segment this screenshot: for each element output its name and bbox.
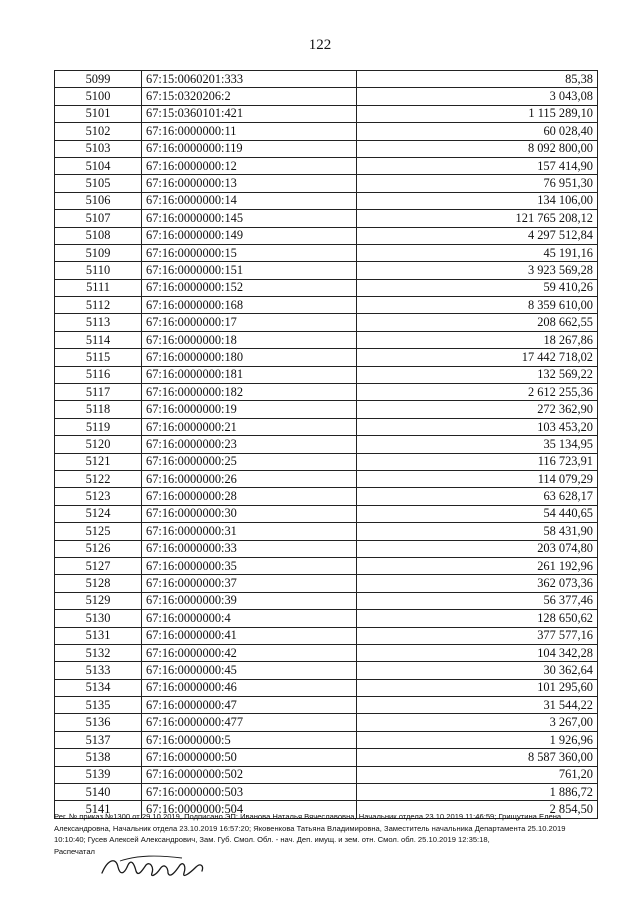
cadastral-number: 67:16:0000000:39 <box>142 592 357 609</box>
row-number: 5104 <box>55 157 142 174</box>
cadastral-value: 2 612 255,36 <box>357 384 598 401</box>
cadastral-number: 67:16:0000000:45 <box>142 662 357 679</box>
cadastral-number: 67:16:0000000:182 <box>142 384 357 401</box>
cadastral-number: 67:15:0320206:2 <box>142 88 357 105</box>
row-number: 5125 <box>55 523 142 540</box>
cadastral-number: 67:15:0360101:421 <box>142 105 357 122</box>
cadastral-value: 132 569,22 <box>357 366 598 383</box>
table-row <box>55 244 598 261</box>
cadastral-number: 67:16:0000000:46 <box>142 679 357 696</box>
cadastral-number: 67:16:0000000:31 <box>142 523 357 540</box>
cadastral-value: 134 106,00 <box>357 192 598 209</box>
page-number: 122 <box>308 37 332 53</box>
footer-line-2: Александровна, Начальник отдела 23.10.2019 16:57:20; Яковенкова Татьяна Владимировна, Заместитель начальника Департамента 25.10.2019 <box>54 823 566 833</box>
row-number: 5117 <box>55 384 142 401</box>
cadastral-value: 104 342,28 <box>357 644 598 661</box>
cadastral-number: 67:16:0000000:30 <box>142 505 357 522</box>
row-number: 5137 <box>55 731 142 748</box>
row-number: 5111 <box>55 279 142 296</box>
row-number: 5131 <box>55 627 142 644</box>
row-number: 5129 <box>55 592 142 609</box>
row-number: 5099 <box>55 71 142 88</box>
row-number: 5126 <box>55 540 142 557</box>
row-number: 5108 <box>55 227 142 244</box>
row-number: 5139 <box>55 766 142 783</box>
cadastral-number: 67:16:0000000:17 <box>142 314 357 331</box>
cadastral-number: 67:16:0000000:19 <box>142 401 357 418</box>
cadastral-number: 67:16:0000000:33 <box>142 540 357 557</box>
table-row <box>55 679 598 696</box>
cadastral-number: 67:16:0000000:502 <box>142 766 357 783</box>
row-number: 5102 <box>55 123 142 140</box>
table-row <box>55 714 598 731</box>
cadastral-number: 67:16:0000000:145 <box>142 210 357 227</box>
registry-table-body <box>55 71 598 819</box>
cadastral-number: 67:16:0000000:4 <box>142 610 357 627</box>
cadastral-value: 4 297 512,84 <box>357 227 598 244</box>
table-row <box>55 157 598 174</box>
row-number: 5136 <box>55 714 142 731</box>
cadastral-value: 76 951,30 <box>357 175 598 192</box>
cadastral-value: 2 854,50 <box>357 801 598 818</box>
cadastral-number: 67:16:0000000:35 <box>142 557 357 574</box>
cadastral-number: 67:16:0000000:168 <box>142 297 357 314</box>
cadastral-number: 67:16:0000000:28 <box>142 488 357 505</box>
cadastral-value: 761,20 <box>357 766 598 783</box>
table-row <box>55 262 598 279</box>
row-number: 5119 <box>55 418 142 435</box>
table-row <box>55 540 598 557</box>
cadastral-value: 116 723,91 <box>357 453 598 470</box>
cadastral-value: 1 115 289,10 <box>357 105 598 122</box>
cadastral-value: 157 414,90 <box>357 157 598 174</box>
cadastral-value: 3 043,08 <box>357 88 598 105</box>
row-number: 5113 <box>55 314 142 331</box>
row-number: 5101 <box>55 105 142 122</box>
table-row <box>55 227 598 244</box>
cadastral-number: 67:16:0000000:47 <box>142 697 357 714</box>
table-row <box>55 436 598 453</box>
cadastral-value: 18 267,86 <box>357 331 598 348</box>
table-row <box>55 297 598 314</box>
table-row <box>55 505 598 522</box>
footer-line-4: Распечатал <box>54 846 95 856</box>
row-number: 5105 <box>55 175 142 192</box>
cadastral-value: 377 577,16 <box>357 627 598 644</box>
cadastral-number: 67:16:0000000:15 <box>142 244 357 261</box>
table-row <box>55 662 598 679</box>
row-number: 5114 <box>55 331 142 348</box>
cadastral-value: 8 092 800,00 <box>357 140 598 157</box>
cadastral-number: 67:16:0000000:25 <box>142 453 357 470</box>
row-number: 5135 <box>55 697 142 714</box>
table-row <box>55 488 598 505</box>
cadastral-number: 67:16:0000000:50 <box>142 749 357 766</box>
cadastral-value: 114 079,29 <box>357 470 598 487</box>
table-row <box>55 627 598 644</box>
table-row <box>55 331 598 348</box>
cadastral-number: 67:16:0000000:180 <box>142 349 357 366</box>
cadastral-value: 30 362,64 <box>357 662 598 679</box>
cadastral-number: 67:16:0000000:12 <box>142 157 357 174</box>
cadastral-number: 67:16:0000000:37 <box>142 575 357 592</box>
table-row <box>55 175 598 192</box>
cadastral-value: 56 377,46 <box>357 592 598 609</box>
table-row <box>55 401 598 418</box>
row-number: 5130 <box>55 610 142 627</box>
table-row <box>55 610 598 627</box>
table-row <box>55 418 598 435</box>
table-row <box>55 784 598 801</box>
cadastral-value: 60 028,40 <box>357 123 598 140</box>
cadastral-value: 208 662,55 <box>357 314 598 331</box>
cadastral-value: 3 923 569,28 <box>357 262 598 279</box>
cadastral-number: 67:16:0000000:11 <box>142 123 357 140</box>
row-number: 5140 <box>55 784 142 801</box>
row-number: 5118 <box>55 401 142 418</box>
cadastral-value: 103 453,20 <box>357 418 598 435</box>
cadastral-number: 67:16:0000000:503 <box>142 784 357 801</box>
cadastral-number: 67:16:0000000:119 <box>142 140 357 157</box>
table-row <box>55 766 598 783</box>
cadastral-value: 31 544,22 <box>357 697 598 714</box>
row-number: 5138 <box>55 749 142 766</box>
row-number: 5110 <box>55 262 142 279</box>
cadastral-value: 1 886,72 <box>357 784 598 801</box>
table-row <box>55 366 598 383</box>
row-number: 5132 <box>55 644 142 661</box>
cadastral-number: 67:16:0000000:18 <box>142 331 357 348</box>
cadastral-number: 67:16:0000000:477 <box>142 714 357 731</box>
table-row <box>55 88 598 105</box>
handwritten-signature <box>98 853 208 883</box>
row-number: 5116 <box>55 366 142 383</box>
table-row <box>55 349 598 366</box>
cadastral-number: 67:16:0000000:152 <box>142 279 357 296</box>
cadastral-value: 63 628,17 <box>357 488 598 505</box>
cadastral-value: 8 587 360,00 <box>357 749 598 766</box>
cadastral-value: 128 650,62 <box>357 610 598 627</box>
cadastral-number: 67:16:0000000:13 <box>142 175 357 192</box>
signature-footer <box>54 811 604 857</box>
table-row <box>55 279 598 296</box>
row-number: 5112 <box>55 297 142 314</box>
cadastral-value: 121 765 208,12 <box>357 210 598 227</box>
cadastral-number: 67:16:0000000:26 <box>142 470 357 487</box>
table-row <box>55 140 598 157</box>
cadastral-value: 45 191,16 <box>357 244 598 261</box>
cadastral-value: 35 134,95 <box>357 436 598 453</box>
table-row <box>55 470 598 487</box>
registry-table <box>54 70 598 819</box>
row-number: 5133 <box>55 662 142 679</box>
cadastral-number: 67:16:0000000:181 <box>142 366 357 383</box>
table-row <box>55 314 598 331</box>
table-row <box>55 192 598 209</box>
row-number: 5103 <box>55 140 142 157</box>
cadastral-value: 1 926,96 <box>357 731 598 748</box>
table-row <box>55 210 598 227</box>
cadastral-value: 85,38 <box>357 71 598 88</box>
row-number: 5109 <box>55 244 142 261</box>
table-row <box>55 453 598 470</box>
table-row <box>55 71 598 88</box>
table-row <box>55 384 598 401</box>
cadastral-number: 67:15:0060201:333 <box>142 71 357 88</box>
cadastral-value: 58 431,90 <box>357 523 598 540</box>
footer-line-1: Рег. № приказ №1300 от 29.10.2019, Подписано ЭП: Иванова Наталья Вячеславовна, Начальник отдела 23.10.2019 11:46:59; Грищутина Елена <box>54 812 562 821</box>
cadastral-number: 67:16:0000000:41 <box>142 627 357 644</box>
row-number: 5106 <box>55 192 142 209</box>
cadastral-value: 203 074,80 <box>357 540 598 557</box>
row-number: 5127 <box>55 557 142 574</box>
cadastral-number: 67:16:0000000:504 <box>142 801 357 818</box>
cadastral-value: 261 192,96 <box>357 557 598 574</box>
cadastral-value: 272 362,90 <box>357 401 598 418</box>
cadastral-number: 67:16:0000000:151 <box>142 262 357 279</box>
table-row <box>55 697 598 714</box>
cadastral-value: 362 073,36 <box>357 575 598 592</box>
cadastral-value: 54 440,65 <box>357 505 598 522</box>
cadastral-value: 59 410,26 <box>357 279 598 296</box>
table-row <box>55 749 598 766</box>
table-row <box>55 731 598 748</box>
row-number: 5121 <box>55 453 142 470</box>
cadastral-value: 3 267,00 <box>357 714 598 731</box>
table-row <box>55 592 598 609</box>
footer-line-3: 10:10:40; Гусев Алексей Александрович, Зам. Губ. Смол. Обл. - нач. Деп. имущ. и зем. отн. Смол. обл. 25.10.2019 12:35:18, <box>54 835 490 844</box>
table-row <box>55 523 598 540</box>
row-number: 5120 <box>55 436 142 453</box>
row-number: 5100 <box>55 88 142 105</box>
table-row <box>55 123 598 140</box>
row-number: 5124 <box>55 505 142 522</box>
row-number: 5107 <box>55 210 142 227</box>
row-number: 5134 <box>55 679 142 696</box>
cadastral-number: 67:16:0000000:21 <box>142 418 357 435</box>
table-row <box>55 575 598 592</box>
table-row <box>55 644 598 661</box>
table-row <box>55 105 598 122</box>
row-number: 5128 <box>55 575 142 592</box>
table-row <box>55 557 598 574</box>
row-number: 5122 <box>55 470 142 487</box>
cadastral-number: 67:16:0000000:14 <box>142 192 357 209</box>
cadastral-number: 67:16:0000000:42 <box>142 644 357 661</box>
cadastral-number: 67:16:0000000:23 <box>142 436 357 453</box>
cadastral-number: 67:16:0000000:149 <box>142 227 357 244</box>
cadastral-value: 17 442 718,02 <box>357 349 598 366</box>
row-number: 5141 <box>55 801 142 818</box>
row-number: 5115 <box>55 349 142 366</box>
row-number: 5123 <box>55 488 142 505</box>
cadastral-value: 101 295,60 <box>357 679 598 696</box>
cadastral-number: 67:16:0000000:5 <box>142 731 357 748</box>
cadastral-value: 8 359 610,00 <box>357 297 598 314</box>
